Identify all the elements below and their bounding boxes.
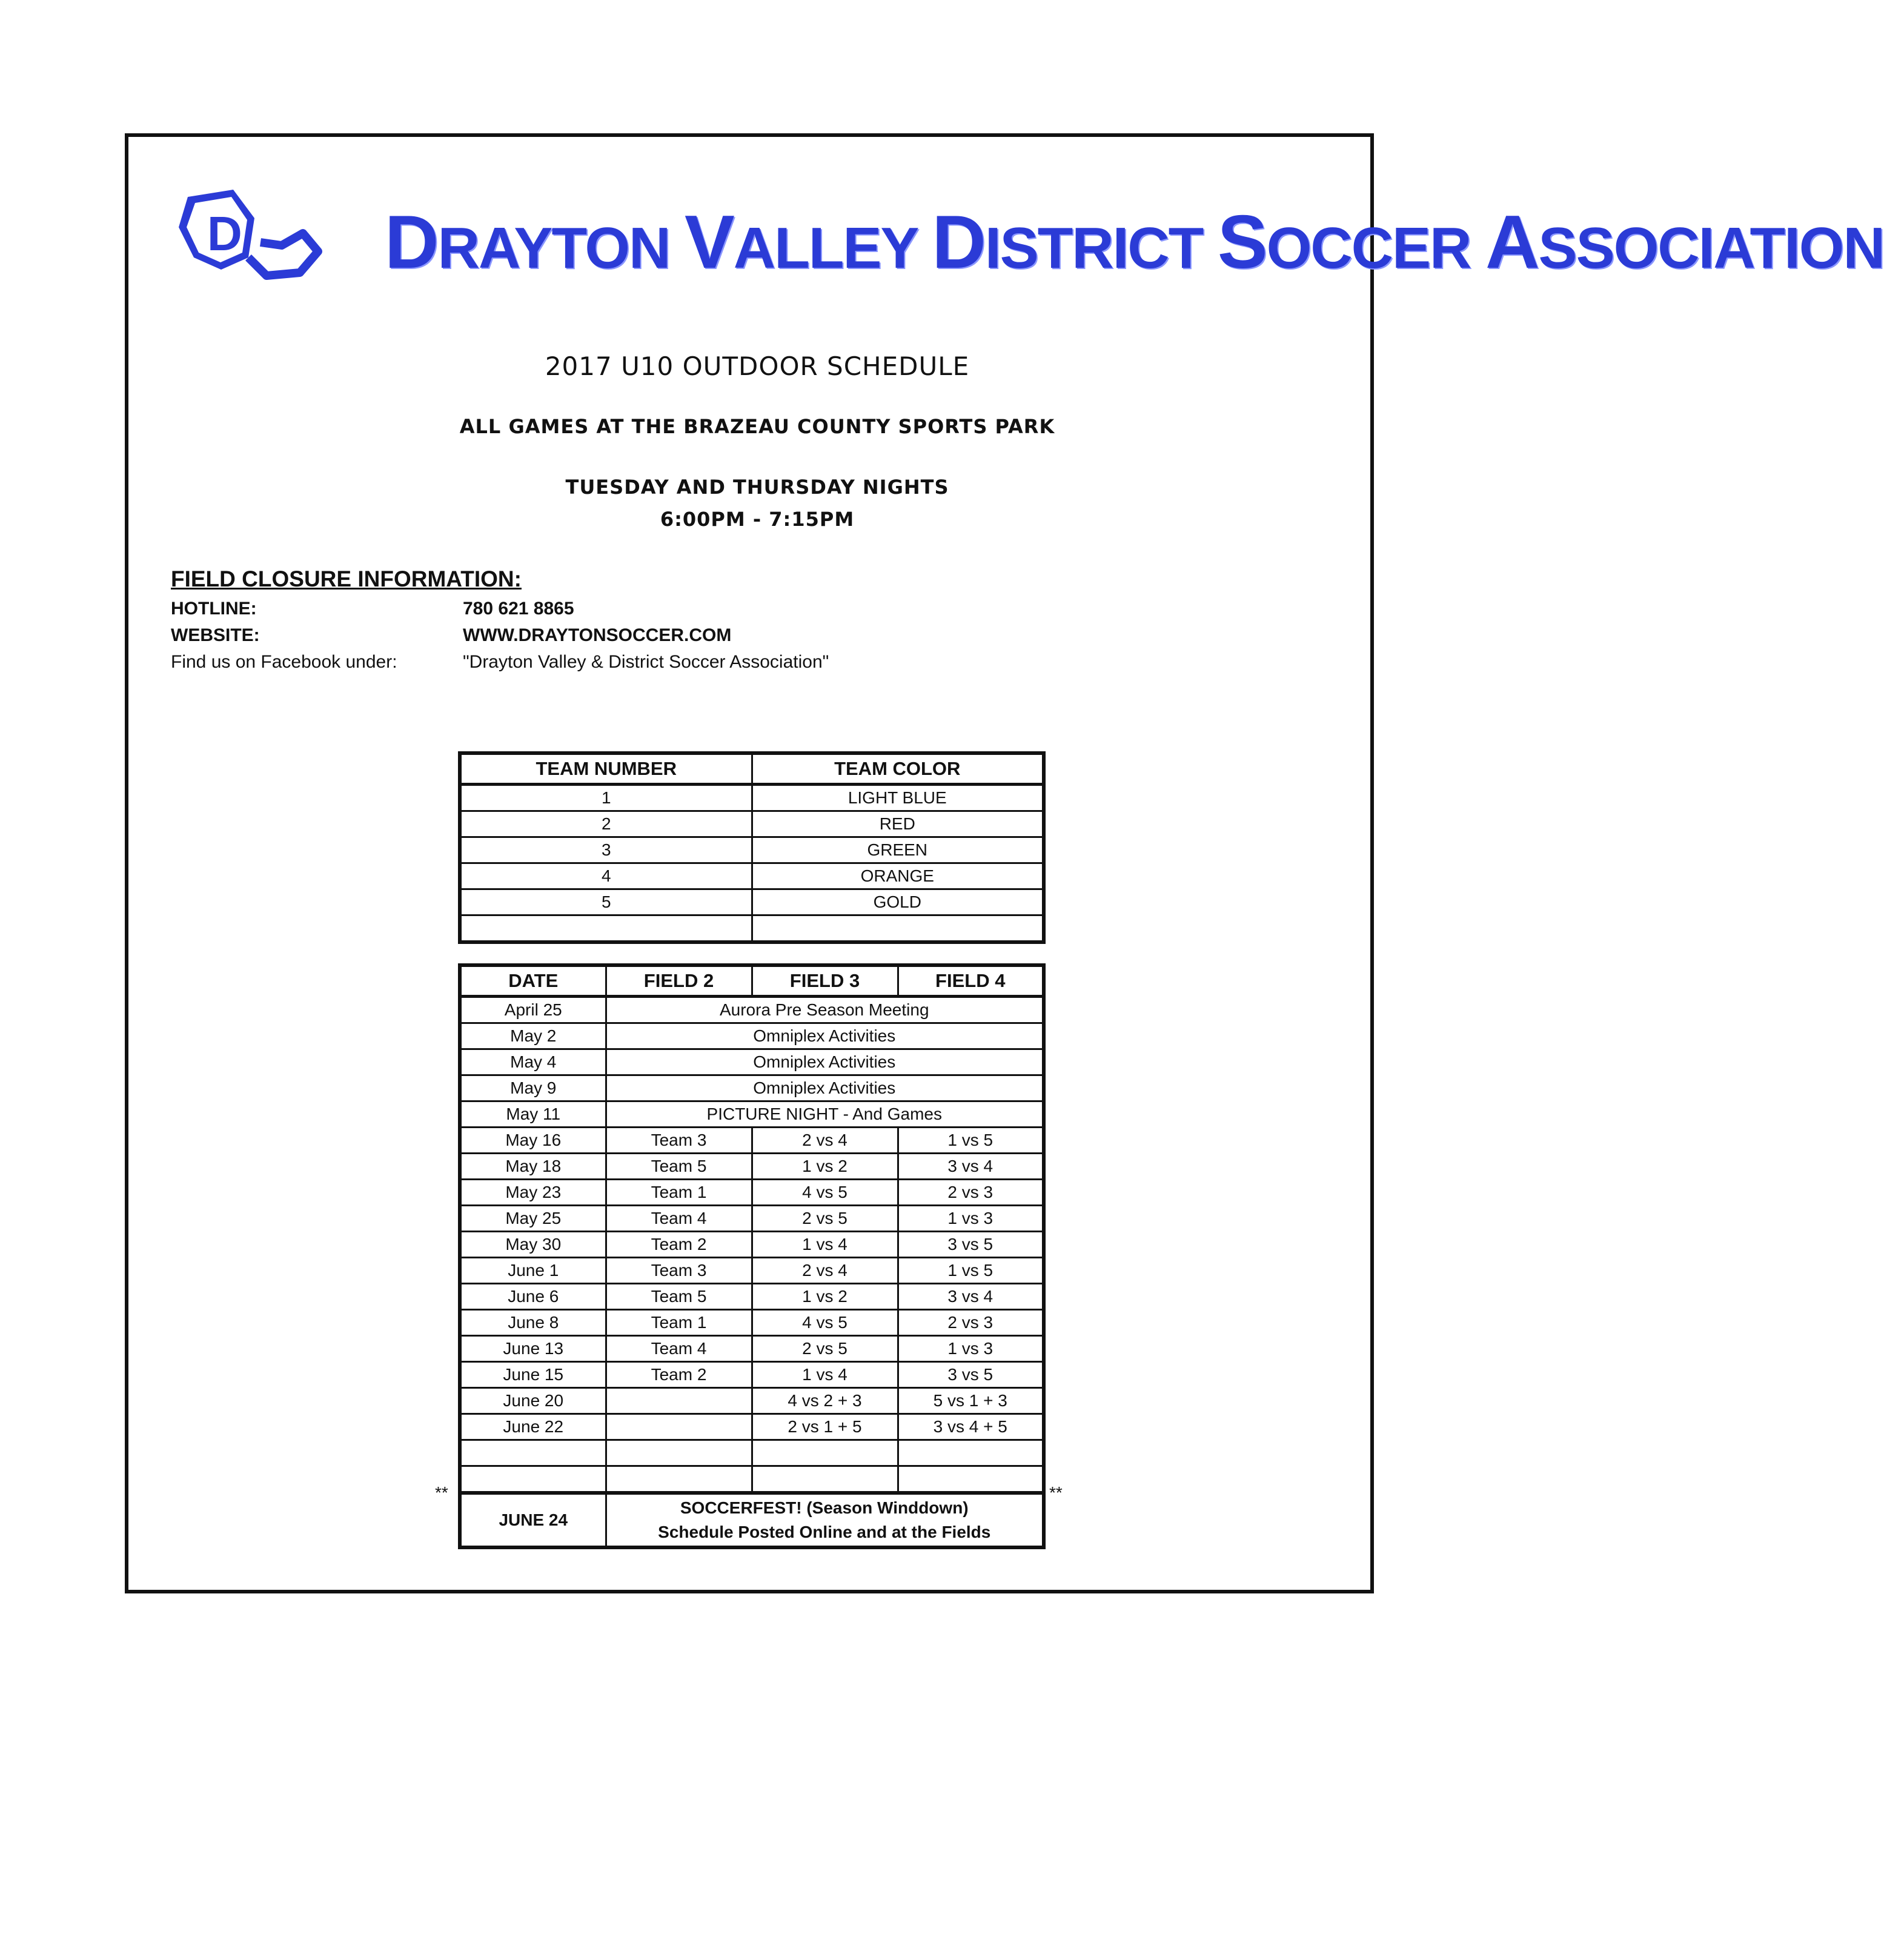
field-2-cell: Team 3 <box>606 1258 752 1284</box>
field-2-cell <box>606 1440 752 1466</box>
table-row <box>460 1206 1044 1232</box>
field-2-cell: Team 4 <box>606 1206 752 1232</box>
date-cell: June 22 <box>460 1414 606 1440</box>
date-cell: May 23 <box>460 1180 606 1206</box>
association-logo-icon <box>176 185 321 291</box>
field-3-cell: 1 vs 4 <box>752 1232 898 1258</box>
brand-initial: D <box>932 201 985 284</box>
field-2-cell: Team 2 <box>606 1362 752 1388</box>
field-2-cell: Team 2 <box>606 1232 752 1258</box>
field-3-header: FIELD 3 <box>752 965 898 997</box>
team-color-header: TEAM COLOR <box>752 753 1044 785</box>
date-header: DATE <box>460 965 606 997</box>
field-4-cell: 1 vs 5 <box>898 1258 1044 1284</box>
table-row <box>460 1388 1044 1414</box>
table-row <box>460 1128 1044 1154</box>
team-number-cell: 3 <box>460 837 752 863</box>
team-number-cell: 1 <box>460 785 752 811</box>
table-row <box>460 1284 1044 1310</box>
table-row <box>460 811 1044 837</box>
team-color-cell: ORANGE <box>752 863 1044 889</box>
team-number-cell: 4 <box>460 863 752 889</box>
field-3-cell: 2 vs 5 <box>752 1336 898 1362</box>
table-row <box>460 1440 1044 1466</box>
field-2-cell <box>606 1414 752 1440</box>
team-color-cell: GREEN <box>752 837 1044 863</box>
website-label: WEBSITE: <box>171 625 260 645</box>
team-color-cell: GOLD <box>752 889 1044 915</box>
field-4-cell: 2 vs 3 <box>898 1310 1044 1336</box>
date-cell: May 11 <box>460 1101 606 1128</box>
brand-rest: RAYTON <box>437 216 685 281</box>
table-row <box>460 1466 1044 1493</box>
table-row <box>460 1075 1044 1101</box>
field-4-cell: 3 vs 4 <box>898 1154 1044 1180</box>
schedule-title: 2017 U10 OUTDOOR SCHEDULE <box>545 351 970 381</box>
field-4-header: FIELD 4 <box>898 965 1044 997</box>
field-2-cell: Team 3 <box>606 1128 752 1154</box>
field-3-cell: 2 vs 1 + 5 <box>752 1414 898 1440</box>
table-row <box>460 1049 1044 1075</box>
field-3-cell: 4 vs 5 <box>752 1310 898 1336</box>
field-2-header: FIELD 2 <box>606 965 752 997</box>
table-row <box>460 997 1044 1023</box>
field-3-cell: 2 vs 4 <box>752 1128 898 1154</box>
date-cell: June 8 <box>460 1310 606 1336</box>
time-line: 6:00PM - 7:15PM <box>660 508 855 531</box>
table-row <box>460 837 1044 863</box>
team-color-table <box>458 751 1046 944</box>
date-cell: May 25 <box>460 1206 606 1232</box>
field-2-cell: Team 1 <box>606 1310 752 1336</box>
event-cell: Omniplex Activities <box>606 1075 1044 1101</box>
brand-initial: D <box>385 201 438 284</box>
field-2-cell: Team 5 <box>606 1284 752 1310</box>
facebook-label: Find us on Facebook under: <box>171 652 397 672</box>
team-color-cell: RED <box>752 811 1044 837</box>
field-2-cell: Team 4 <box>606 1336 752 1362</box>
soccerfest-line-1: SOCCERFEST! (Season Winddown) <box>680 1498 969 1517</box>
date-cell: June 20 <box>460 1388 606 1414</box>
table-row <box>460 1362 1044 1388</box>
hotline-value: 780 621 8865 <box>463 599 574 619</box>
brand-rest: SSOCIATION <box>1538 216 1884 281</box>
field-4-cell: 1 vs 3 <box>898 1206 1044 1232</box>
field-4-cell: 5 vs 1 + 3 <box>898 1388 1044 1414</box>
soccerfest-row <box>460 1493 1044 1547</box>
date-cell <box>460 1440 606 1466</box>
website-value: WWW.DRAYTONSOCCER.COM <box>463 625 732 645</box>
soccerfest-event-cell <box>606 1493 1044 1547</box>
field-2-cell: Team 1 <box>606 1180 752 1206</box>
field-3-cell: 2 vs 4 <box>752 1258 898 1284</box>
date-cell: June 13 <box>460 1336 606 1362</box>
table-row <box>460 1414 1044 1440</box>
event-cell: Aurora Pre Season Meeting <box>606 997 1044 1023</box>
days-line: TUESDAY AND THURSDAY NIGHTS <box>565 476 949 499</box>
field-2-cell: Team 5 <box>606 1154 752 1180</box>
left-asterisk-note: ** <box>435 1483 448 1502</box>
location-line: ALL GAMES AT THE BRAZEAU COUNTY SPORTS PARK <box>459 415 1055 438</box>
table-row <box>460 785 1044 811</box>
date-cell <box>460 1466 606 1493</box>
schedule-table <box>458 963 1046 1549</box>
soccerfest-date-cell: JUNE 24 <box>460 1493 606 1547</box>
event-cell: Omniplex Activities <box>606 1049 1044 1075</box>
field-4-cell <box>898 1466 1044 1493</box>
soccerfest-line-2: Schedule Posted Online and at the Fields <box>658 1523 991 1541</box>
date-cell: June 6 <box>460 1284 606 1310</box>
field-4-cell: 3 vs 4 <box>898 1284 1044 1310</box>
field-4-cell: 1 vs 3 <box>898 1336 1044 1362</box>
svg-text:D: D <box>207 207 242 261</box>
table-row <box>460 1258 1044 1284</box>
team-color-cell: LIGHT BLUE <box>752 785 1044 811</box>
brand-initial: S <box>1217 201 1267 284</box>
field-4-cell: 2 vs 3 <box>898 1180 1044 1206</box>
date-cell: May 2 <box>460 1023 606 1049</box>
field-2-cell <box>606 1466 752 1493</box>
date-cell: May 9 <box>460 1075 606 1101</box>
date-cell: May 16 <box>460 1128 606 1154</box>
team-color-cell <box>752 915 1044 943</box>
brand-rest: ISTRICT <box>984 216 1218 281</box>
brand-initial: A <box>1485 201 1539 284</box>
team-number-header: TEAM NUMBER <box>460 753 752 785</box>
team-number-cell: 2 <box>460 811 752 837</box>
date-cell: May 30 <box>460 1232 606 1258</box>
field-3-cell: 4 vs 5 <box>752 1180 898 1206</box>
table-row <box>460 1310 1044 1336</box>
field-3-cell: 1 vs 2 <box>752 1284 898 1310</box>
field-4-cell: 3 vs 5 <box>898 1362 1044 1388</box>
brand-rest: ALLEY <box>733 216 932 281</box>
field-4-cell: 3 vs 4 + 5 <box>898 1414 1044 1440</box>
table-row <box>460 1023 1044 1049</box>
date-cell: May 18 <box>460 1154 606 1180</box>
date-cell: April 25 <box>460 997 606 1023</box>
date-cell: June 15 <box>460 1362 606 1388</box>
field-3-cell: 1 vs 2 <box>752 1154 898 1180</box>
event-cell: PICTURE NIGHT - And Games <box>606 1101 1044 1128</box>
field-3-cell <box>752 1466 898 1493</box>
event-cell: Omniplex Activities <box>606 1023 1044 1049</box>
table-row <box>460 1336 1044 1362</box>
hotline-label: HOTLINE: <box>171 599 257 619</box>
field-3-cell <box>752 1440 898 1466</box>
field-4-cell: 3 vs 5 <box>898 1232 1044 1258</box>
table-row <box>460 1232 1044 1258</box>
brand-rest: OCCER <box>1266 216 1485 281</box>
field-4-cell: 1 vs 5 <box>898 1128 1044 1154</box>
team-number-cell <box>460 915 752 943</box>
field-2-cell <box>606 1388 752 1414</box>
table-row <box>460 889 1044 915</box>
table-row <box>460 1154 1044 1180</box>
association-name <box>385 201 1884 284</box>
table-row <box>460 915 1044 943</box>
field-3-cell: 4 vs 2 + 3 <box>752 1388 898 1414</box>
team-number-cell: 5 <box>460 889 752 915</box>
field-4-cell <box>898 1440 1044 1466</box>
brand-initial: V <box>685 201 734 284</box>
table-row <box>460 1180 1044 1206</box>
date-cell: May 4 <box>460 1049 606 1075</box>
right-asterisk-note: ** <box>1049 1483 1063 1502</box>
table-row <box>460 863 1044 889</box>
date-cell: June 1 <box>460 1258 606 1284</box>
facebook-value: "Drayton Valley & District Soccer Association" <box>463 652 829 672</box>
table-row <box>460 1101 1044 1128</box>
field-closure-heading: FIELD CLOSURE INFORMATION: <box>171 566 522 591</box>
field-3-cell: 1 vs 4 <box>752 1362 898 1388</box>
field-3-cell: 2 vs 5 <box>752 1206 898 1232</box>
